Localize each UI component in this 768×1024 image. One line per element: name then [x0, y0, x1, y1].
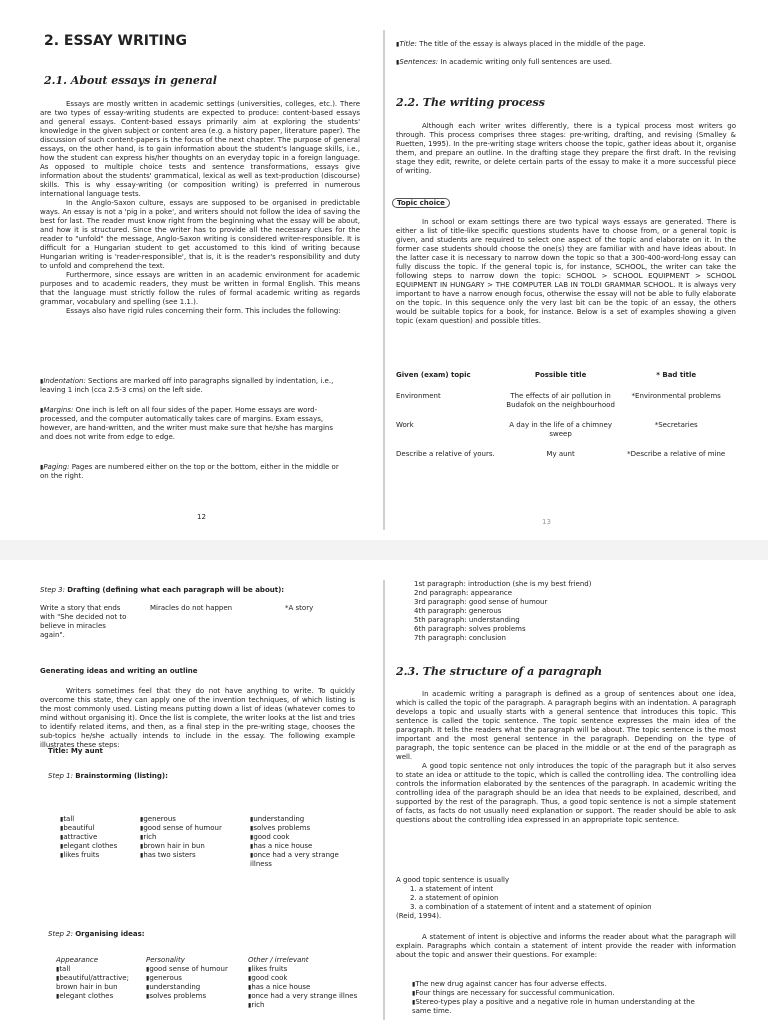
chapter-title: 2. ESSAY WRITING	[44, 33, 187, 49]
section-title: 2.1. About essays in general	[44, 74, 217, 87]
step3-column: *A story	[285, 604, 314, 612]
column-header: Appearance	[56, 956, 99, 964]
bullet-label: Margins:	[43, 406, 74, 414]
table-header-row	[396, 371, 736, 392]
page-number: 12	[197, 513, 206, 521]
step-title: Drafting (defining what each paragraph will be about):	[67, 586, 285, 594]
bullet-label: Paging:	[43, 463, 70, 471]
list-item: ▮ likes fruits	[248, 965, 358, 974]
list-item: ▮ understanding	[250, 815, 350, 824]
list-item: ▮ elegant clothes	[56, 992, 142, 1001]
column-header: Other / irrelevant	[248, 956, 309, 964]
list-item: ▮ The new drug against cancer has four adverse effects.	[412, 980, 712, 989]
list-item: ▮ solves problems	[146, 992, 236, 1001]
list-item: ▮ elegant clothes	[60, 842, 138, 851]
list-item: 7th paragraph: conclusion	[414, 634, 506, 642]
bullet-label: Title:	[399, 40, 417, 48]
step-title: Organising ideas:	[75, 930, 145, 938]
paragraph: In school or exam settings there are two typical ways essays are generated. There is either a list of title-like specific questions students have to choose from, or a general topic is given, and students are required to select one aspect of the topic and elaborate on it. In the former case students should choose the one(s) they are familiar with and have ideas about. In the latter case it is necessary to narrow down the topic so that a 300-400-word-long essay can fully discuss the topic. If the general topic is, for instance, SCHOOL, the writer can take the following steps to narrow down the topic: SCHOOL > SCHOOL EQUIPMENT > SCHOOL EQUIPMENT IN HUNGARY > THE COMPUTER LAB IN TOLDI GRAMMAR SCHOOL. It is always very important to have a narrow enough focus, otherwise the essay will not be able to fully elaborate on the topic. In this sequence only the very last bit can be the topic of an essay, the others would be suitable topics for a book, for instance. Below is a set of examples showing a given topic (exam question) and possible titles.	[396, 218, 736, 325]
list-item: ▮ beautiful/attractive; brown hair in bun	[56, 974, 142, 992]
body-text	[396, 690, 736, 825]
paragraph: Essays also have rigid rules concerning their form. This includes the following:	[66, 307, 341, 315]
paragraph: A good topic sentence not only introduces the topic of the paragraph but it also serves to state an idea or attitude to the topic, which is called the controlling idea. The controlling idea controls the information elaborated by the sentences of the paragraph. In academic writing the controlling idea of the paragraph should be an idea that needs to be explained, described, and supported by the rest of the paragraph. Thus, a good topic sentence is not a simple statement of facts, as facts do not usually need explanation or support. The reader should be able to ask questions about the controlling idea expressed in an appropriate topic sentence.	[396, 762, 736, 824]
paragraph-plan	[414, 580, 734, 643]
step2-heading	[48, 930, 145, 938]
paragraph: In the Anglo-Saxon culture, essays are supposed to be organised in predictable ways. An essay is not a 'pig in a poke', and writers should not follow the idea of saving the best for last. The reader must know right from the beginning what the essay will be about, and how it is structured. Since the writer has to provide all the necessary clues for the reader to "unfold" the message, Anglo-Saxon writing is considered writer-responsible. It is difficult for a Hungarian student to get accustomed to this kind of writing because Hungarian writing is 'reader-responsible', that is, it is the reader's responsibility and duty to unfold and comprehend the text.	[40, 199, 360, 270]
list-item: ▮ has a nice house	[248, 983, 358, 992]
step-label: Step 1:	[48, 772, 73, 780]
citation: (Reid, 1994).	[396, 912, 442, 920]
table-cell: A day in the life of a chimney sweep	[509, 421, 612, 438]
table-cell: Work	[396, 421, 414, 429]
list-item: 3rd paragraph: good sense of humour	[414, 598, 548, 606]
table-cell: *Secretaries	[654, 421, 698, 429]
list-item: ▮ beautiful	[60, 824, 138, 833]
list-item: 4th paragraph: generous	[414, 607, 502, 615]
topics-table	[396, 371, 736, 470]
body-text	[396, 122, 736, 176]
list-item: 2. a statement of opinion	[410, 894, 499, 902]
list-item: ▮ generous	[146, 974, 236, 983]
paragraph: Writers sometimes feel that they do not have anything to write. To quickly overcome this state, they can apply one of the invention techniques, of which listing is the most commonly used. Listing means putting down a list of ideas (whatever comes to mind without organising it). Once the list is complete, the writer looks at the list and tries to identify related items, and then, as a final step in the pre-writing stage, chooses the sub-topics he/she actually intends to include in the essay. The following example illustrates these steps:	[40, 687, 355, 749]
list-item: ▮ good cook	[248, 974, 358, 983]
paragraph: Although each writer writes differently, there is a typical process most writers go through. This process comprises three stages: pre-writing, drafting, and revising (Smalley & Ruetten, 1995). In the pre-writing stage writers choose the topic, gather ideas about it, organise them, and prepare an outline. In the drafting stage they prepare the first draft. In the revising stage they edit, rewrite, or delete certain parts of the essay to make it a more successful piece of writing.	[396, 122, 736, 175]
list-item: ▮ tall	[56, 965, 142, 974]
bullet-margins	[40, 406, 340, 442]
list-item: ▮ has two sisters	[140, 851, 246, 860]
page-12	[0, 0, 384, 540]
topic-choice-label: Topic choice	[392, 199, 450, 207]
table-cell: *Describe a relative of mine	[627, 450, 726, 458]
list-item: 6th paragraph: solves problems	[414, 625, 526, 633]
paragraph: Furthermore, since essays are written in an academic environment for academic purposes and to academic readers, they must be written in formal English. This means that the language must strictly follow the rules of formal academic writing as regards grammar, vocabulary and spelling (see 1.1.).	[40, 271, 360, 306]
column-header: Personality	[146, 956, 185, 964]
bullet-sentences	[396, 58, 736, 67]
example-list	[412, 980, 712, 1016]
table-row	[396, 450, 736, 470]
organise-column	[248, 956, 358, 1010]
section-title: 2.3. The structure of a paragraph	[396, 665, 603, 678]
paragraph: In academic writing a paragraph is defined as a group of sentences about one idea, which is called the topic of the paragraph. A paragraph begins with an indentation. A paragraph develops a topic and usually starts with a general sentence that introduces this topic. This sentence is called the topic sentence. The topic sentence expresses the main idea of the paragraph. It tells the readers what the paragraph will be about. The topic sentence is the most important and the most general sentence in the paragraph. Depending on the type of paragraph, the topic sentence can be placed in the middle or at the end of the paragraph as well.	[396, 690, 736, 761]
step3-column: Write a story that ends with "She decided not to believe in miracles again".	[40, 604, 127, 639]
table-cell: My aunt	[546, 450, 575, 458]
paragraph: Essays are mostly written in academic settings (universities, colleges, etc.). There are two types of essay-writing students are expected to produce: content-based essays and general essays. Content-based essays primarily aim at exploring the students' knowledge in the given subject or content area (e.g. a history paper, literature paper). The discussion of such content-papers is the focus of the next chapter. The purpose of general essays, on the other hand, is to gain information about the student's language skills, i.e., how the student can express his/her thoughts on an everyday topic in a foreign language. As opposed to multiple choice tests and sentence transformations, essays give information about the students' grammatical, lexical as well as text-production (discourse) skills. This is why essay-writing (or composition writing) is preferred in numerous international language tests.	[40, 100, 360, 198]
list-item: ▮ rich	[140, 833, 246, 842]
list-item: 5th paragraph: understanding	[414, 616, 520, 624]
list-item: ▮ good cook	[250, 833, 350, 842]
list-item: 2nd paragraph: appearance	[414, 589, 513, 597]
brainstorm-column	[250, 815, 350, 869]
list-item: ▮ understanding	[146, 983, 236, 992]
page-bottom-right	[384, 560, 768, 1024]
list-item: ▮ rich	[248, 1001, 358, 1010]
list-item: ▮ brown hair in bun	[140, 842, 246, 851]
bullet-text: In academic writing only full sentences are used.	[440, 58, 613, 66]
list-item: ▮ attractive	[60, 833, 138, 842]
table-cell: Environment	[396, 392, 441, 400]
step3-column: Miracles do not happen	[150, 604, 233, 612]
bullet-text: Sections are marked off into paragraphs signalled by indentation, i.e., leaving 1 inch (cca 2.5-3 cms) on the left side.	[40, 377, 334, 394]
step1-heading	[48, 772, 168, 780]
brainstorm-column	[140, 815, 246, 860]
page-bottom-left	[0, 560, 384, 1024]
paragraph: A statement of intent is objective and informs the reader about what the paragraph will explain. Paragraphs which contain a statement of intent provide the reader with information about the topic and answer their questions. For example:	[396, 933, 736, 959]
list-item: ▮ Stereo-types play a positive and a negative role in human understanding at the same time.	[412, 998, 712, 1016]
list-item: 3. a combination of a statement of intent and a statement of opinion	[410, 903, 652, 911]
page-gap	[0, 540, 768, 560]
list-item: ▮ generous	[140, 815, 246, 824]
organise-column	[146, 956, 236, 1001]
list-item: ▮ likes fruits	[60, 851, 138, 860]
body-text	[40, 687, 355, 750]
table-row	[396, 392, 736, 421]
brainstorm-column	[60, 815, 138, 860]
list-item: ▮ good sense of humour	[140, 824, 246, 833]
topic-sentence-types	[396, 876, 736, 921]
list-item: ▮ once had a very strange illnes	[248, 992, 358, 1001]
list-item: ▮ once had a very strange illness	[250, 851, 350, 869]
step3-heading	[40, 586, 284, 594]
bullet-label: Sentences:	[399, 58, 439, 66]
step-title: Brainstorming (listing):	[75, 772, 168, 780]
section-title: 2.2. The writing process	[396, 96, 545, 109]
bullet-indentation	[40, 377, 340, 395]
bullet-text: Pages are numbered either on the top or the bottom, either in the middle or on the right.	[40, 463, 339, 480]
page-13	[384, 0, 768, 540]
bullet-text: The title of the essay is always placed in the middle of the page.	[419, 40, 646, 48]
step-label: Step 2:	[48, 930, 73, 938]
bullet-text: One inch is left on all four sides of the paper. Home essays are word-processed, and the computer automatically takes care of margins. Exam essays, however, are hand-written, and the writer must make sure that he/she has margins and does not write from edge to edge.	[40, 406, 333, 441]
table-row	[396, 421, 736, 450]
body-text	[396, 218, 736, 326]
example-title: Title: My aunt	[48, 747, 103, 755]
body-text	[40, 100, 360, 316]
table-cell: Describe a relative of yours.	[396, 450, 495, 458]
body-text	[396, 933, 736, 960]
list-item: 1st paragraph: introduction (she is my best friend)	[414, 580, 592, 588]
step-label: Step 3:	[40, 586, 65, 594]
bullet-label: Indentation:	[43, 377, 86, 385]
list-item: ▮ solves problems	[250, 824, 350, 833]
list-item: 1. a statement of intent	[410, 885, 494, 893]
page-number: 13	[542, 518, 551, 526]
section-heading: Generating ideas and writing an outline	[40, 667, 198, 675]
bullet-title	[396, 40, 736, 49]
table-header: Given (exam) topic	[396, 371, 471, 379]
table-header: Possible title	[534, 371, 587, 379]
table-header: * Bad title	[656, 371, 697, 379]
bullet-paging	[40, 463, 340, 481]
list-item: ▮ tall	[60, 815, 138, 824]
list-item: ▮ has a nice house	[250, 842, 350, 851]
list-item: ▮ good sense of humour	[146, 965, 236, 974]
organise-column	[56, 956, 142, 1001]
list-intro: A good topic sentence is usually	[396, 876, 510, 884]
table-cell: *Environmental problems	[631, 392, 721, 400]
list-item: ▮ Four things are necessary for successful communication.	[412, 989, 712, 998]
table-cell: The effects of air pollution in Budafok on the neighbourhood	[506, 392, 615, 409]
